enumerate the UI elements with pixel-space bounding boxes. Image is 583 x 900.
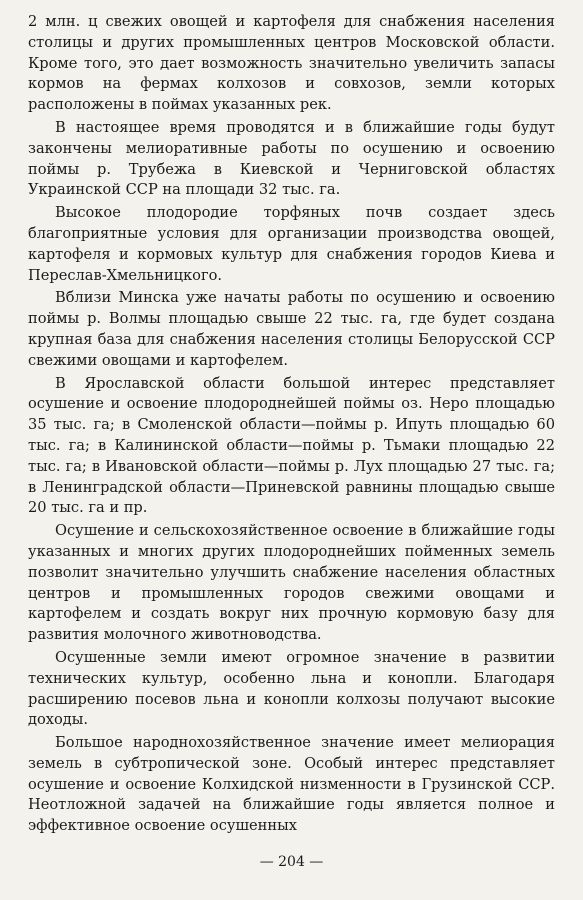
paragraph-3: Высокое плодородие торфяных почв создает здесь благоприятные условия для организации производства овощей, картофеля и кормовых культур для снабжения городов Киева и Переслав-Хмельницкого.: [28, 204, 555, 284]
paragraph-2: В настоящее время проводятся и в ближайшие годы будут закончены мелиоративные работы по осушению и освоению поймы р. Трубежа в Киевской и Черниговской областях Украинской ССР на площади 32 тыс. га.: [28, 118, 555, 199]
paragraph-6: Осушение и сельскохозяйственное освоение в ближайшие годы указанных и многих других плодороднейших пойменных земель позволит значительно улучшить снабжение населения областных центров и промышленных городов свежими овощами и картофелем и создать вокруг них прочную кормовую базу для развития молочного животноводства.: [28, 522, 555, 644]
paragraph-1: 2 млн. ц свежих овощей и картофеля для снабжения населения столицы и других промышленных центров Московской области. Кроме того, это дает возможность значительно увеличить запасы кормов на фермах колхозов и совхозов, земли которых расположены в поймах указанных рек.: [28, 13, 555, 114]
body-text: [28, 12, 555, 839]
paragraph-7: Осушенные земли имеют огромное значение в развитии технических культур, особенно льна и конопли. Благодаря расширению посевов льна и конопли колхозы получают высокие доходы.: [28, 648, 555, 729]
paragraph-4: Вблизи Минска уже начаты работы по осушению и освоению поймы р. Волмы площадью свыше 22 тыс. га, где будет создана крупная база для снабжения населения столицы Белорусской ССР свежими овощами и картофелем.: [28, 289, 555, 369]
paragraph-5: В Ярославской области большой интерес представляет осушение и освоение плодороднейшей поймы оз. Неро площадью 35 тыс. га; в Смоленской области—поймы р. Ипуть площадью 60 тыс. га; в Калининской области—поймы р. Тьмаки площадью 22 тыс. га; в Ивановской области—поймы р. Лух площадью 27 тыс. га; в Ленинградской области—Приневской равнины площадью свыше 20 тыс. га и пр.: [28, 374, 555, 517]
paragraph-8: Большое народнохозяйственное значение имеет мелиорация земель в субтропической зоне. Особый интерес представляет осушение и освоение Колхидской низменности в Грузинской ССР. Неотложной задачей на ближайшие годы является полное и эффективное освоение осушенных: [28, 734, 555, 835]
page-number: — 204 —: [259, 854, 324, 870]
